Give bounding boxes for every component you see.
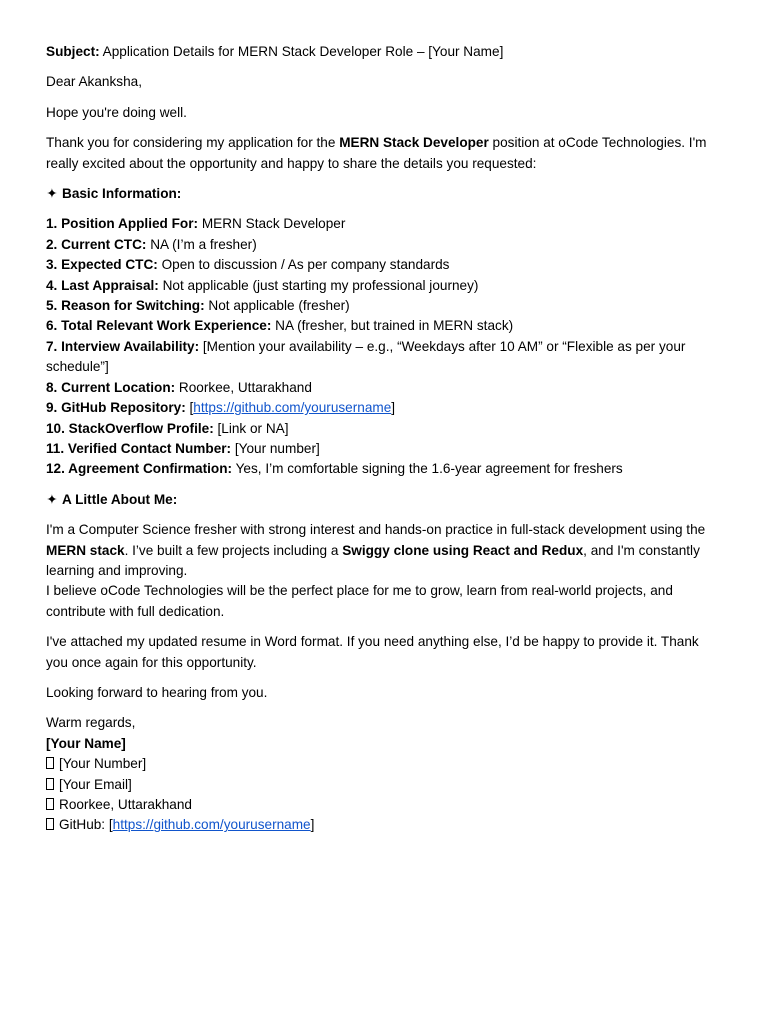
subject-text: Application Details for MERN Stack Developer Role – [Your Name] bbox=[99, 44, 504, 59]
list-item: 7. Interview Availability: [Mention your availability – e.g., “Weekdays after 10 AM” or “Flexible as per your schedule”] bbox=[46, 338, 686, 375]
list-item: 2. Current CTC: NA (I’m a fresher) bbox=[46, 236, 257, 252]
signature-github: GitHub: [https://github.com/yourusername] bbox=[46, 815, 722, 835]
sign-off: Warm regards, bbox=[46, 715, 136, 731]
signature-block bbox=[46, 713, 722, 835]
list-item: 6. Total Relevant Work Experience: NA (fresher, but trained in MERN stack) bbox=[46, 318, 514, 334]
phone-icon bbox=[46, 757, 54, 769]
list-item: 9. GitHub Repository: [https://github.com/yourusername] bbox=[46, 400, 396, 416]
list-item: 10. StackOverflow Profile: [Link or NA] bbox=[46, 420, 289, 436]
closing-line: Looking forward to hearing from you. bbox=[46, 684, 268, 700]
github-repo-link[interactable]: https://github.com/yourusername bbox=[193, 400, 392, 416]
intro-paragraph: Thank you for considering my application for the MERN Stack Developer position at oCode Technologies. I'm really excited about the opportunity and happy to share the details you requested: bbox=[46, 135, 707, 171]
opening-line: Hope you're doing well. bbox=[46, 104, 187, 120]
about-heading: ✦ A Little About Me: bbox=[46, 490, 722, 510]
list-item: 1. Position Applied For: MERN Stack Developer bbox=[46, 216, 346, 232]
github-profile-link[interactable]: https://github.com/yourusername bbox=[112, 817, 311, 833]
signature-email: [Your Email] bbox=[46, 775, 722, 795]
signature-location: Roorkee, Uttarakhand bbox=[46, 795, 722, 815]
list-item: 11. Verified Contact Number: [Your number] bbox=[46, 440, 320, 456]
location-pin-icon bbox=[46, 798, 54, 810]
list-item: 8. Current Location: Roorkee, Uttarakhand bbox=[46, 379, 312, 395]
about-paragraph: I'm a Computer Science fresher with strong interest and hands-on practice in full-stack development using the MERN stack. I’ve built a few projects including a Swiggy clone using React and Redux, and I'm constantly learning and improving. I believe oCode Technologies will be the perfect place for me to grow, learn from real-world projects, and contribute with full dedication. bbox=[46, 522, 706, 619]
sparkle-icon: ✦ bbox=[46, 491, 58, 507]
signature-number: [Your Number] bbox=[46, 754, 722, 774]
subject-label: Subject: bbox=[46, 44, 100, 59]
greeting: Dear Akanksha, bbox=[46, 74, 142, 90]
list-item: 4. Last Appraisal: Not applicable (just starting my professional journey) bbox=[46, 277, 479, 293]
signature-name: [Your Name] bbox=[46, 735, 126, 751]
list-item: 5. Reason for Switching: Not applicable (fresher) bbox=[46, 298, 350, 314]
sparkle-icon: ✦ bbox=[46, 186, 58, 202]
basic-info-heading: ✦ Basic Information: bbox=[46, 184, 722, 204]
link-icon bbox=[46, 818, 54, 830]
email-icon bbox=[46, 778, 54, 790]
list-item: 3. Expected CTC: Open to discussion / As per company standards bbox=[46, 257, 450, 273]
attachment-paragraph: I've attached my updated resume in Word format. If you need anything else, I’d be happy to provide it. Thank you once again for this opportunity. bbox=[46, 634, 699, 670]
subject-line bbox=[46, 42, 722, 62]
basic-info-list bbox=[46, 214, 722, 479]
list-item: 12. Agreement Confirmation: Yes, I’m comfortable signing the 1.6-year agreement for freshers bbox=[46, 461, 623, 477]
role-name: MERN Stack Developer bbox=[339, 135, 489, 151]
